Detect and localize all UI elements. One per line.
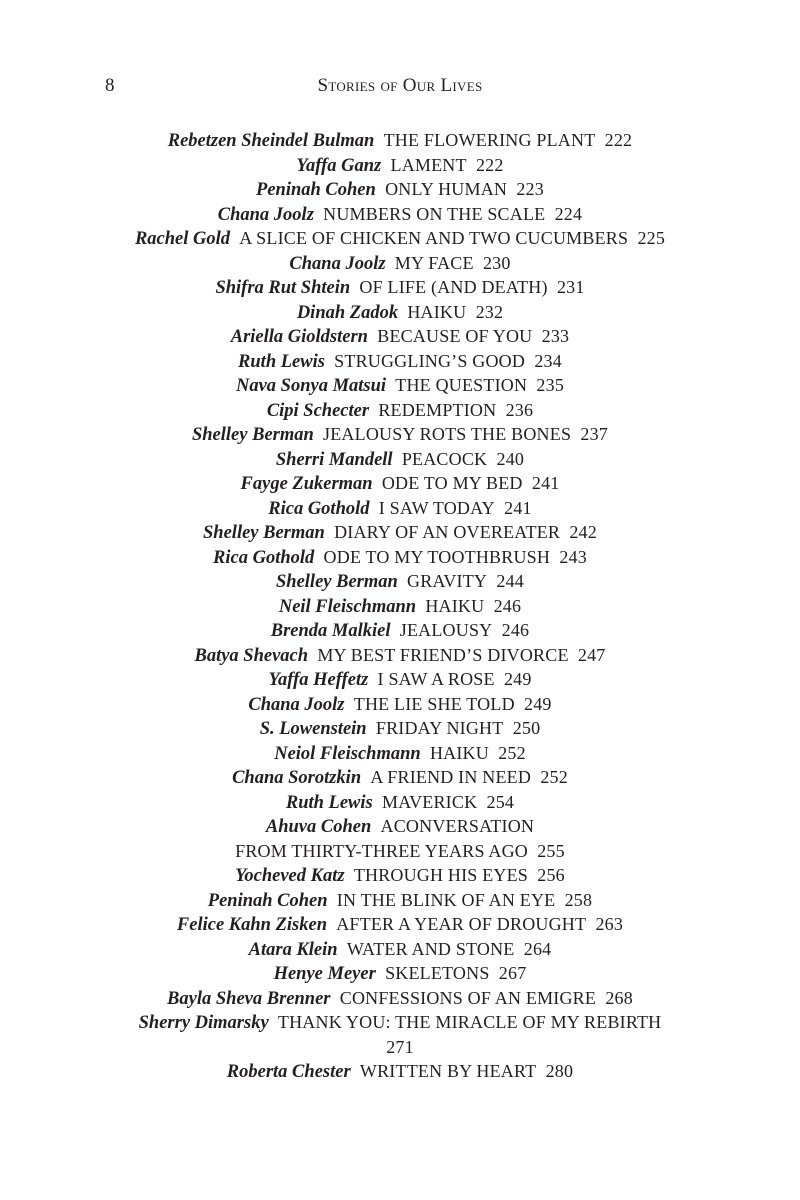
toc-page-number: 252 [540,767,568,787]
toc-author: Rica Gothold [213,547,315,568]
toc-entry [0,594,800,619]
toc-page-number: 249 [503,669,532,689]
toc-author: Chana Joolz [217,204,314,225]
toc-author: Ariella Gioldstern [230,327,368,347]
toc-entry [0,1059,800,1084]
toc-author: Bayla Sheva Brenner [167,988,331,1009]
toc-entry [0,643,800,668]
toc-page-number: 254 [486,791,515,812]
toc-page-number: 233 [541,326,570,346]
toc-entry [0,667,800,692]
toc-author: Yocheved Katz [235,866,345,886]
toc-author: Yaffa Ganz [296,155,382,176]
toc-page-number: 271 [386,1036,414,1057]
toc-title: AFTER A YEAR OF DROUGHT [336,914,587,934]
toc-page-number: 222 [604,130,633,150]
toc-entry [0,912,800,937]
toc-title: ACONVERSATION [380,816,535,836]
toc-entry [0,226,800,251]
toc-author: Cipi Schecter [266,400,370,421]
toc-title: WATER AND STONE [346,938,515,959]
toc-page-number: 267 [498,963,527,983]
toc-page-number: 230 [482,252,511,273]
toc-author: Ahuva Cohen [265,817,372,837]
toc-title: OF LIFE (AND DEATH) [359,277,548,297]
toc-page-number: 231 [556,277,585,297]
toc-entry [0,1010,800,1035]
page-number: 8 [105,75,115,96]
toc-title: SKELETONS [385,963,490,983]
toc-title: JEALOUSY [399,620,493,640]
toc-title: THE LIE SHE TOLD [353,693,515,714]
toc-entry [0,422,800,447]
table-of-contents [0,128,800,1084]
toc-page-number: 246 [493,595,522,616]
toc-author: Felice Kahn Zisken [176,915,327,935]
toc-entry [0,986,800,1011]
toc-entry [0,1035,800,1060]
toc-title: HAIKU [425,595,485,616]
toc-page-number: 255 [537,840,565,861]
toc-page-number: 256 [537,865,565,885]
toc-author: Nava Sonya Matsui [235,376,387,396]
toc-entry [0,937,800,962]
toc-title: REDEMPTION [378,399,497,420]
toc-entry [0,324,800,349]
toc-entry [0,814,800,839]
toc-entry [0,251,800,276]
toc-author: Roberta Chester [226,1062,351,1082]
toc-author: Shelley Berman [203,523,325,543]
toc-entry [0,888,800,913]
toc-page-number: 246 [501,620,530,640]
toc-author: S. Lowenstein [259,719,367,739]
toc-entry [0,153,800,178]
toc-title: ODE TO MY TOOTHBRUSH [323,546,551,567]
toc-title: BECAUSE OF YOU [377,326,533,346]
toc-entry [0,790,800,815]
toc-author: Shifra Rut Shtein [215,278,351,298]
toc-title: LAMENT [390,154,467,175]
toc-author: Fayge Zukerman [240,474,373,494]
toc-entry [0,961,800,986]
toc-author: Batya Shevach [194,645,309,666]
toc-title: WRITTEN BY HEART [359,1061,537,1081]
toc-entry [0,349,800,374]
toc-title: I SAW TODAY [378,497,495,518]
toc-entry [0,398,800,423]
toc-entry [0,863,800,888]
toc-page-number: 258 [564,889,593,910]
toc-entry [0,765,800,790]
toc-title: STRUGGLING’S GOOD [334,350,526,371]
toc-author: Sherry Dimarsky [138,1013,269,1033]
toc-page-number: 232 [475,301,504,322]
toc-entry [0,202,800,227]
toc-author: Rachel Gold [134,229,231,249]
toc-author: Peninah Cohen [256,180,376,200]
toc-page-number: 222 [475,154,504,175]
toc-entry [0,300,800,325]
toc-entry [0,839,800,864]
toc-entry [0,471,800,496]
toc-title: ONLY HUMAN [385,179,508,199]
toc-entry [0,569,800,594]
toc-title: PEACOCK [401,448,488,469]
toc-author: Brenda Malkiel [270,621,391,641]
toc-page-number: 223 [516,179,544,199]
toc-title: MY BEST FRIEND’S DIVORCE [317,644,569,665]
toc-page-number: 250 [512,718,541,738]
toc-entry [0,618,800,643]
toc-title: FRIDAY NIGHT [375,718,504,738]
toc-page-number: 243 [559,546,587,567]
toc-author: Chana Sorotzkin [232,768,362,788]
toc-page-number: 241 [504,497,532,518]
toc-page-number: 268 [605,987,633,1008]
toc-title: HAIKU [407,301,467,322]
toc-author: Ruth Lewis [285,792,373,813]
toc-title: CONFESSIONS OF AN EMIGRE [339,987,597,1008]
toc-author: Peninah Cohen [207,890,328,911]
toc-author: Atara Klein [248,939,338,960]
toc-page-number: 237 [580,424,609,444]
toc-title: ODE TO MY BED [381,473,523,493]
toc-title: I SAW A ROSE [377,669,495,689]
toc-page-number: 249 [524,693,552,714]
toc-author: Yaffa Heffetz [268,670,369,690]
toc-page-number: 264 [523,938,552,959]
toc-title: MAVERICK [381,791,478,812]
toc-title: NUMBERS ON THE SCALE [323,203,546,224]
toc-page-number: 252 [498,742,526,763]
toc-page-number: 244 [496,571,524,591]
toc-entry [0,692,800,717]
toc-page-number: 280 [545,1061,574,1081]
toc-author: Rebetzen Sheindel Bulman [167,131,375,151]
toc-author: Sherri Mandell [275,449,393,470]
toc-title: A SLICE OF CHICKEN AND TWO CUCUMBERS [239,228,629,248]
toc-title: JEALOUSY ROTS THE BONES [323,424,572,444]
toc-author: Neil Fleischmann [278,596,417,617]
toc-title: THE QUESTION [395,375,528,395]
toc-title: MY FACE [394,252,474,273]
toc-page-number: 225 [637,228,666,248]
toc-page-number: 247 [577,644,606,665]
toc-page-number: 263 [595,914,624,934]
toc-title: FROM THIRTY-THREE YEARS AGO [235,840,528,861]
toc-page-number: 240 [496,448,525,469]
toc-page-number: 236 [505,399,534,420]
toc-page-number: 234 [534,350,562,371]
toc-entry [0,275,800,300]
toc-entry [0,545,800,570]
toc-author: Dinah Zadok [296,302,399,323]
toc-author: Chana Joolz [289,253,386,274]
toc-entry [0,520,800,545]
toc-page-number: 235 [536,375,565,395]
toc-author: Shelley Berman [276,572,398,592]
toc-author: Shelley Berman [191,425,314,445]
toc-author: Chana Joolz [248,694,345,715]
toc-page-number: 241 [531,473,560,493]
toc-entry [0,177,800,202]
running-title: Stories of Our Lives [317,75,483,96]
toc-entry [0,716,800,741]
toc-entry [0,741,800,766]
toc-author: Rica Gothold [268,498,370,519]
toc-title: GRAVITY [407,571,488,591]
toc-page-number: 224 [554,203,583,224]
toc-author: Ruth Lewis [238,351,325,372]
toc-entry [0,373,800,398]
toc-title: HAIKU [429,742,489,763]
toc-entry [0,496,800,521]
toc-title: DIARY OF AN OVEREATER [334,522,561,542]
toc-title: A FRIEND IN NEED [370,767,532,787]
toc-page-number: 242 [569,522,597,542]
toc-title: THROUGH HIS EYES [353,865,529,885]
toc-title: THE FLOWERING PLANT [383,130,596,150]
toc-entry [0,447,800,472]
toc-title: THANK YOU: THE MIRACLE OF MY REBIRTH [277,1012,662,1032]
toc-title: IN THE BLINK OF AN EYE [336,889,556,910]
toc-author: Henye Meyer [273,964,376,984]
toc-author: Neiol Fleischmann [274,743,421,764]
toc-entry [0,128,800,153]
